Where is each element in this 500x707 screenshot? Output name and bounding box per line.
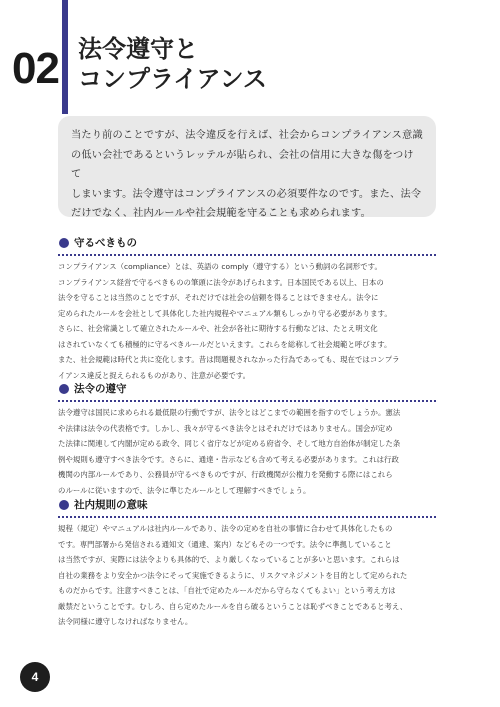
body-line: イアンス違反と捉えられるものがあり、注意が必要です。	[58, 370, 251, 380]
chapter-accent-bar	[62, 0, 68, 114]
body-line: 法令同様に遵守しなければなりません。	[58, 617, 193, 626]
body-line: のルールに従いますので、法令に準じたルールとして理解すべきでしょう。	[58, 485, 311, 495]
intro-line: だけでなく、社内ルールや社会規範を守ることも求められます。	[71, 208, 372, 219]
body-line: ものだからです。注意すべきことは、「自社で定めたルールだから守らなくてもよい」という考え方は	[58, 586, 396, 595]
body-line: さらに、社会常識として確立されたルールや、社会が各社に期待する行動などは、たとえ明文化	[58, 324, 378, 333]
body-line: 規程（規定）やマニュアルは社内ルールであり、法令の定めを自社の事情に合わせて具体化したもの	[58, 524, 393, 533]
section-heading-shanai	[58, 498, 436, 518]
section-heading-label: 社内規則の意味	[74, 499, 148, 511]
body-line: 定められたルールを会社として具体化した社内規程やマニュアル類もしっかり守る必要があります。	[58, 308, 392, 318]
section-body-shanai	[58, 521, 441, 630]
page-title-line-1: 法令遵守と	[78, 35, 198, 63]
chapter-number: 02	[12, 44, 59, 93]
bullet-dot-icon	[59, 238, 69, 248]
body-line: 厳禁だということです。むしろ、自ら定めたルールを自ら破るということは恥ずべきことであると考え、	[58, 601, 408, 611]
body-line: 例や規則も遵守すべき法令です。さらに、通達・告示なども含めて考える必要があります。これは行政	[58, 454, 399, 464]
intro-box	[58, 116, 436, 217]
body-line: です。専門部署から発信される通知文（通達、案内）などもその一つです。法令に準拠していること	[58, 539, 392, 549]
body-line: た法律に関連して内閣が定める政令、同じく省庁などが定める府省令、そして地方自治体が制定した条	[58, 439, 401, 448]
intro-line: しまいます。法令遵守はコンプライアンスの必須要件なのです。また、法令	[71, 188, 422, 200]
section-heading-label: 法令の遵守	[74, 383, 127, 395]
body-line: や法律は法令の代表格です。しかし、我々が守るべき法令とはそれだけではありません。国会が定め	[58, 423, 393, 433]
section-body-horei	[58, 405, 441, 498]
section-heading-horei	[58, 382, 436, 402]
section-body-mamoru	[58, 259, 441, 383]
page-number: 4	[20, 662, 50, 692]
body-line: はされていなくても積極的に守るべきルールだといえます。これらを総称して社会規範と呼びます。	[58, 339, 392, 349]
page-title	[78, 34, 478, 94]
section-heading-mamoru	[58, 236, 436, 256]
body-line: 機関の内部ルールであり、公務員が守るべきものですが、行政機関が公権力を発動する際にはこれら	[58, 470, 393, 479]
body-line: 法令を守ることは当然のことですが、それだけでは社会の信頼を得ることはできません。法令に	[58, 293, 379, 302]
body-line: 自社の業務をより安全かつ法令にそって実施できるように、リスクマネジメントを目的として定められた	[58, 570, 408, 580]
body-line: は当然ですが、実際には法令よりも具体的で、より厳しくなっていることが多いと思います。これらは	[58, 555, 400, 564]
bullet-dot-icon	[59, 500, 69, 510]
body-line: コンプライアンス（compliance）とは、英語の comply（遵守する）という動詞の名詞形です。	[58, 262, 382, 271]
body-line: 法令遵守は国民に求められる最低限の行動ですが、法令とはどこまでの範囲を指すのでしょうか。憲法	[58, 408, 401, 417]
bullet-dot-icon	[59, 384, 69, 394]
intro-line: の低い会社であるというレッテルが貼られ、会社の信用に大きな傷をつけて	[71, 149, 414, 180]
body-line: コンプライアンス経営で守るべきものの筆頭に法令があげられます。日本国民である以上、日本の	[58, 277, 384, 287]
section-heading-label: 守るべきもの	[74, 237, 137, 249]
intro-line: 当たり前のことですが、法令違反を行えば、社会からコンプライアンス意識	[71, 130, 423, 141]
page-title-line-2: コンプライアンス	[78, 65, 267, 93]
body-line: また、社会規範は時代と共に変化します。昔は問題視されなかった行為であっても、現在ではコンプラ	[58, 355, 400, 364]
